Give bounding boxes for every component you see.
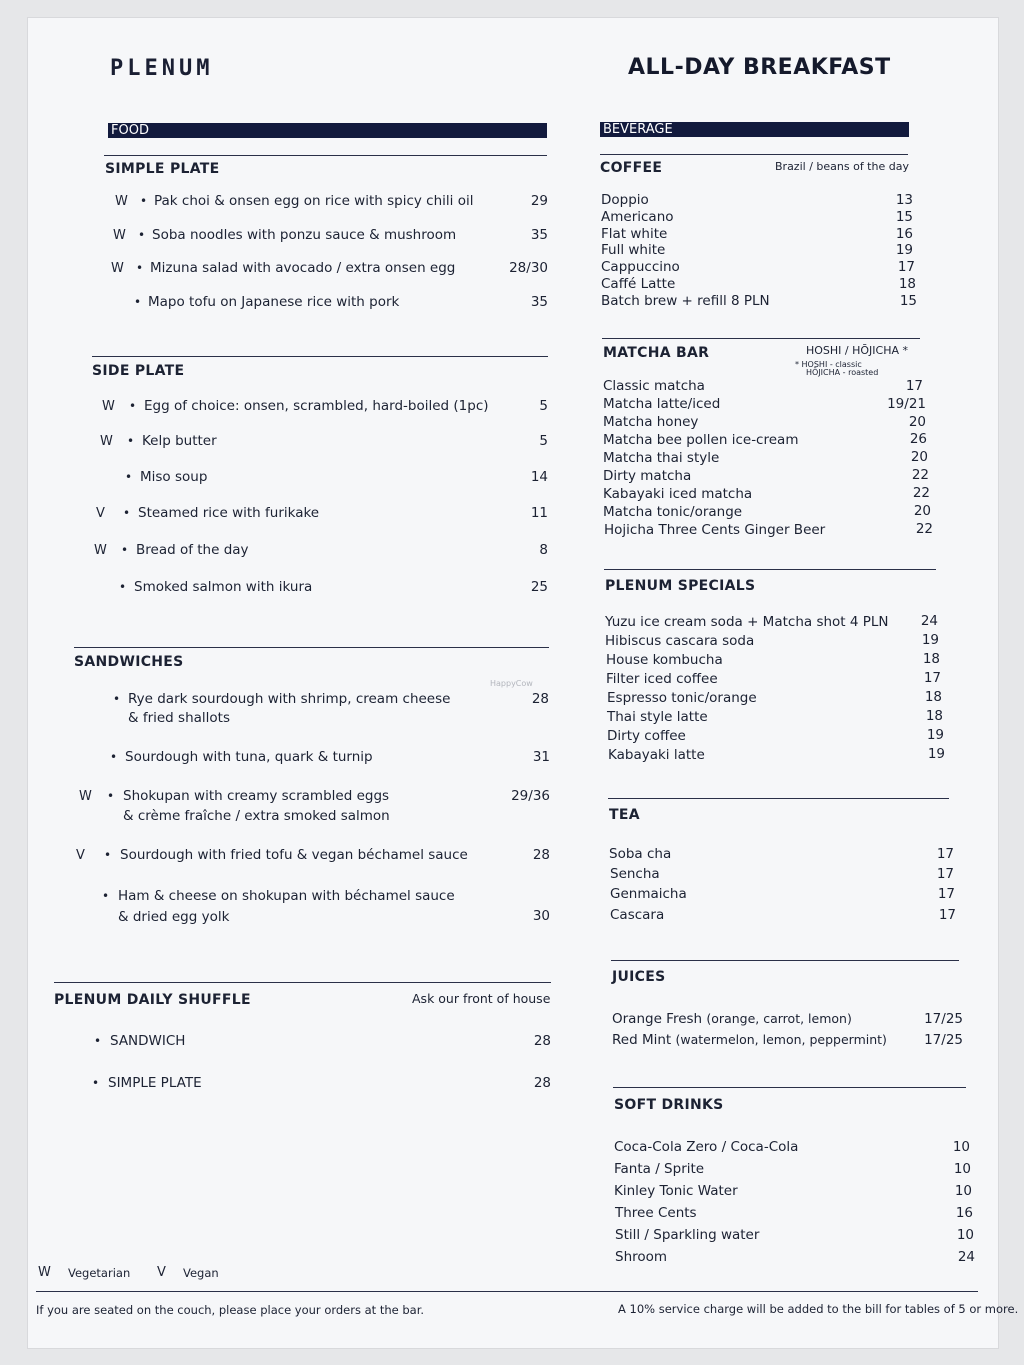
drink-item: Coca-Cola Zero / Coca-Cola — [614, 1139, 799, 1155]
section-note-sub: HŌJICHA - roasted — [806, 368, 879, 377]
drink-item: Caffé Latte — [601, 276, 676, 292]
drink-item: Doppio — [601, 192, 649, 208]
item-price: 18 — [924, 689, 942, 705]
legend-mark: W — [38, 1265, 51, 1280]
drink-item: Matcha latte/iced — [603, 396, 721, 412]
menu-item: Sourdough with fried tofu & vegan béchamel sauce — [120, 847, 468, 863]
section-title-soft-drinks: SOFT DRINKS — [614, 1097, 724, 1113]
watermark: HappyCow — [490, 679, 533, 688]
bullet-icon: • — [134, 295, 142, 309]
diet-mark: W — [115, 194, 128, 209]
menu-item: Rye dark sourdough with shrimp, cream cheese — [128, 691, 451, 707]
drink-item: Matcha bee pollen ice-cream — [603, 432, 799, 448]
item-price: 35 — [530, 227, 548, 243]
bullet-icon: • — [127, 434, 135, 448]
section-title-tea: TEA — [609, 807, 640, 823]
menu-item: Egg of choice: onsen, scrambled, hard-boiled (1pc) — [144, 398, 489, 414]
item-price: 11 — [530, 505, 548, 521]
item-price: 20 — [908, 414, 926, 430]
item-price: 10 — [956, 1227, 974, 1243]
item-price: 31 — [532, 749, 550, 765]
menu-item: Mizuna salad with avocado / extra onsen egg — [150, 260, 456, 276]
menu-item: Pak choi & onsen egg on rice with spicy chili oil — [154, 193, 474, 209]
item-price: 15 — [899, 293, 917, 309]
item-price: 13 — [895, 192, 913, 208]
drink-item: Cappuccino — [601, 259, 680, 275]
section-rule — [600, 154, 908, 155]
item-price: 19 — [927, 746, 945, 762]
section-note: Ask our front of house — [412, 991, 551, 1006]
bullet-icon: • — [123, 506, 131, 520]
drink-item: Filter iced coffee — [606, 671, 718, 687]
item-price: 20 — [910, 449, 928, 465]
item-price: 28 — [531, 691, 549, 707]
section-title-specials: PLENUM SPECIALS — [605, 578, 756, 594]
menu-item: SANDWICH — [110, 1033, 186, 1049]
bullet-icon: • — [125, 470, 133, 484]
item-price: 19 — [921, 632, 939, 648]
diet-mark: W — [79, 789, 92, 804]
item-price: 5 — [539, 398, 548, 414]
bullet-icon: • — [138, 228, 146, 242]
item-price: 18 — [898, 276, 916, 292]
section-title-matcha: MATCHA BAR — [603, 345, 710, 361]
item-price: 17/25 — [924, 1032, 963, 1048]
item-price: 20 — [913, 503, 931, 519]
bullet-icon: • — [136, 261, 144, 275]
diet-mark: W — [113, 228, 126, 243]
bullet-icon: • — [104, 848, 112, 862]
diet-mark: W — [111, 261, 124, 276]
menu-item: Sourdough with tuna, quark & turnip — [125, 749, 373, 765]
drink-item: Yuzu ice cream soda + Matcha shot 4 PLN — [605, 614, 889, 630]
drink-item: Americano — [601, 209, 674, 225]
item-price: 28 — [532, 847, 550, 863]
item-price: 28 — [533, 1033, 551, 1049]
item-price: 17 — [936, 846, 954, 862]
section-rule — [611, 960, 959, 961]
juice-detail: (watermelon, lemon, peppermint) — [675, 1032, 887, 1047]
section-rule — [604, 569, 936, 570]
item-price: 17 — [905, 378, 923, 394]
item-price: 19 — [926, 727, 944, 743]
bullet-icon: • — [129, 399, 137, 413]
menu-item: Miso soup — [140, 469, 208, 485]
item-price: 35 — [530, 294, 548, 310]
section-title-juices: JUICES — [612, 969, 666, 985]
item-price: 25 — [530, 579, 548, 595]
drink-item: Cascara — [610, 907, 665, 923]
section-title-side-plate: SIDE PLATE — [92, 363, 185, 379]
drink-item: Matcha honey — [603, 414, 699, 430]
section-rule — [92, 356, 548, 357]
drink-item: Flat white — [601, 226, 668, 242]
drink-item: Dirty coffee — [607, 728, 686, 744]
section-rule — [602, 338, 920, 339]
drink-item: Thai style latte — [607, 709, 708, 725]
diet-mark: V — [76, 848, 85, 863]
diet-mark: V — [96, 506, 105, 521]
item-price: 10 — [952, 1139, 970, 1155]
bullet-icon: • — [107, 789, 115, 803]
item-price: 17 — [936, 866, 954, 882]
item-price: 22 — [915, 521, 933, 537]
drink-item: Kabayaki latte — [608, 747, 705, 763]
item-price: 17 — [937, 886, 955, 902]
item-price: 29 — [530, 193, 548, 209]
footer-rule — [36, 1291, 978, 1292]
bullet-icon: • — [113, 692, 121, 706]
drink-item: Genmaicha — [610, 886, 687, 902]
menu-item: Smoked salmon with ikura — [134, 579, 313, 595]
section-title-sandwiches: SANDWICHES — [74, 654, 184, 670]
drink-item: Hojicha Three Cents Ginger Beer — [604, 522, 826, 538]
menu-item: Kelp butter — [142, 433, 217, 449]
section-title-daily-shuffle: PLENUM DAILY SHUFFLE — [54, 992, 251, 1008]
bullet-icon: • — [110, 750, 118, 764]
item-price: 29/36 — [511, 788, 550, 804]
item-price: 17 — [938, 907, 956, 923]
drink-item: Full white — [601, 242, 666, 258]
juice-name: Red Mint — [612, 1032, 672, 1048]
item-price: 24 — [920, 613, 938, 629]
item-price: 18 — [922, 651, 940, 667]
drink-item: Still / Sparkling water — [615, 1227, 760, 1243]
item-price: 16 — [895, 226, 913, 242]
footer-note-right: A 10% service charge will be added to the bill for tables of 5 or more. — [618, 1302, 1019, 1316]
item-price: 28 — [533, 1075, 551, 1091]
item-price: 26 — [909, 431, 927, 447]
section-rule — [613, 1087, 966, 1088]
diet-mark: W — [102, 399, 115, 414]
drink-item: Dirty matcha — [603, 468, 692, 484]
legend-label: Vegan — [183, 1266, 219, 1280]
menu-item: Soba noodles with ponzu sauce & mushroom — [152, 227, 457, 243]
drink-item: Shroom — [615, 1249, 668, 1265]
item-price: 18 — [925, 708, 943, 724]
item-price: 17 — [923, 670, 941, 686]
bullet-icon: • — [140, 194, 148, 208]
bullet-icon: • — [92, 1076, 100, 1090]
item-price: 5 — [539, 433, 548, 449]
drink-item: Fanta / Sprite — [614, 1161, 705, 1177]
section-note-sub: * HOSHI - classic — [795, 360, 862, 369]
item-price: 17/25 — [924, 1011, 963, 1027]
drink-item — [612, 1011, 852, 1027]
bullet-icon: • — [119, 580, 127, 594]
section-rule — [54, 982, 551, 983]
legend-mark: V — [157, 1265, 166, 1280]
item-price: 24 — [957, 1249, 975, 1265]
drink-item: Hibiscus cascara soda — [605, 633, 755, 649]
footer-note-left: If you are seated on the couch, please place your orders at the bar. — [36, 1303, 425, 1317]
legend-label: Vegetarian — [68, 1266, 131, 1280]
item-price: 22 — [912, 485, 930, 501]
menu-item: Ham & cheese on shokupan with béchamel sauce — [118, 888, 455, 904]
menu-item-line2: & dried egg yolk — [118, 909, 230, 925]
drink-item: Espresso tonic/orange — [607, 690, 757, 706]
drink-item: Classic matcha — [603, 378, 705, 394]
section-rule — [104, 155, 547, 156]
drink-item: House kombucha — [606, 652, 723, 668]
item-price: 15 — [895, 209, 913, 225]
section-note: Brazil / beans of the day — [775, 160, 909, 173]
item-price: 19/21 — [887, 396, 926, 412]
drink-item: Kabayaki iced matcha — [603, 486, 753, 502]
drink-item: Sencha — [610, 866, 660, 882]
menu-sheet — [28, 18, 1019, 1348]
menu-item: SIMPLE PLATE — [108, 1075, 202, 1091]
item-price: 16 — [955, 1205, 973, 1221]
drink-item: Batch brew + refill 8 PLN — [601, 293, 770, 309]
beverage-bar: BEVERAGE — [600, 122, 909, 137]
section-title-simple-plate: SIMPLE PLATE — [105, 161, 220, 177]
item-price: 8 — [539, 542, 548, 558]
item-price: 10 — [954, 1183, 972, 1199]
item-price: 10 — [953, 1161, 971, 1177]
section-note: HOSHI / HŌJICHA * — [806, 344, 909, 357]
bullet-icon: • — [102, 889, 110, 903]
menu-item: Bread of the day — [136, 542, 249, 558]
drink-item: Three Cents — [615, 1205, 697, 1221]
section-rule — [74, 647, 549, 648]
menu-item-line2: & fried shallots — [128, 710, 230, 726]
drink-item: Soba cha — [609, 846, 672, 862]
section-title-coffee: COFFEE — [600, 160, 663, 176]
page-title: ALL-DAY BREAKFAST — [628, 55, 891, 80]
item-price: 22 — [911, 467, 929, 483]
diet-mark: W — [94, 543, 107, 558]
bullet-icon: • — [94, 1034, 102, 1048]
item-price: 19 — [895, 242, 913, 258]
item-price: 28/30 — [509, 260, 548, 276]
logo: PLENUM — [110, 56, 214, 81]
menu-item: Mapo tofu on Japanese rice with pork — [148, 294, 400, 310]
item-price: 30 — [532, 908, 550, 924]
diet-mark: W — [100, 434, 113, 449]
drink-item: Matcha thai style — [603, 450, 720, 466]
item-price: 14 — [530, 469, 548, 485]
juice-name: Orange Fresh — [612, 1011, 703, 1027]
juice-detail: (orange, carrot, lemon) — [706, 1011, 852, 1026]
drink-item: Matcha tonic/orange — [603, 504, 743, 520]
item-price: 17 — [897, 259, 915, 275]
food-bar: FOOD — [108, 123, 547, 138]
drink-item — [612, 1032, 887, 1048]
bullet-icon: • — [121, 543, 129, 557]
menu-item: Shokupan with creamy scrambled eggs — [123, 788, 390, 804]
menu-item-line2: & crème fraîche / extra smoked salmon — [123, 808, 390, 824]
section-rule — [608, 798, 949, 799]
menu-item: Steamed rice with furikake — [138, 505, 320, 521]
drink-item: Kinley Tonic Water — [614, 1183, 738, 1199]
